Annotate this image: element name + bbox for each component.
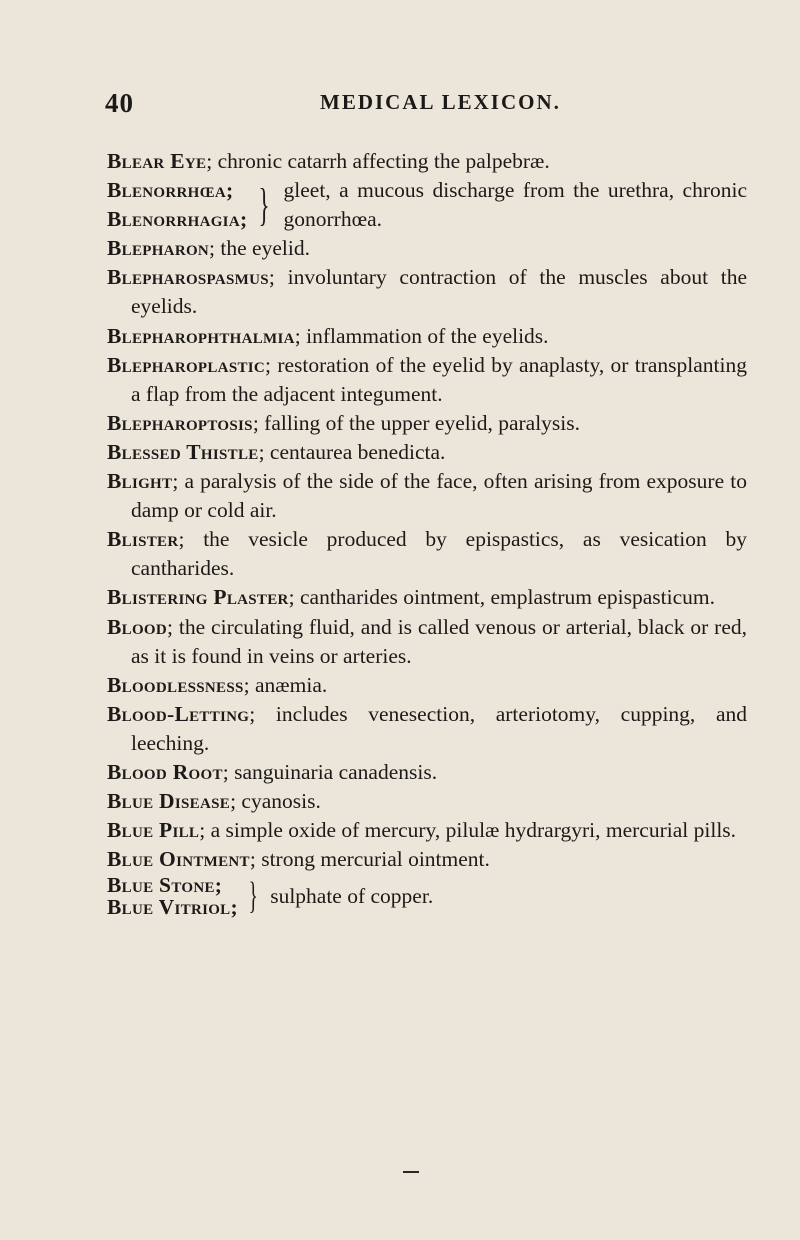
brace-glyph: } [248,875,258,918]
lexicon-entry-blue-ointment: Blue Ointment; strong mercurial ointment. [107,847,490,872]
entry-definition: includes venesection, arteriotomy, cupping, and leeching. [131,701,747,755]
entry-headword: Blue Stone; [107,873,223,898]
lexicon-entry-blepharoplastic: Blepharoplastic; restoration of the eyelid by anaplasty, or transplanting a flap from the adjacent integument. [107,352,747,406]
entry-headword: Blepharoplastic [107,352,266,377]
lexicon-entry-group-blue-stone [107,874,747,918]
entry-headword: Blood [107,614,168,639]
lexicon-entry-blister: Blister; the vesicle produced by epispastics, as vesication by cantharides. [107,527,747,581]
printer-dash-mark [403,1171,419,1173]
entry-headword: Blue Ointment [107,847,250,872]
entry-headword: Bloodlessness [107,672,244,697]
entry-headword: Blepharon [107,236,210,261]
page-number: 40 [105,88,134,118]
entry-headword: Blue Pill [107,818,200,843]
lexicon-entry-blood-letting: Blood-Letting; includes venesection, arteriotomy, cupping, and leeching. [107,701,747,755]
lexicon-entry-group-blenorrhoea [107,176,747,234]
entry-headword: Blight [107,469,173,494]
entry-headword: Blenorrhagia; [107,207,248,232]
entry-headword: Blistering Plaster [107,585,289,610]
lexicon-entry-blepharoptosis: Blepharoptosis; falling of the upper eyelid, paralysis. [107,410,581,435]
entry-definition: inflammation of the eyelids. [306,323,549,348]
entry-headword: Blepharospasmus [107,265,269,290]
lexicon-entry-blight: Blight; a paralysis of the side of the face, often arising from exposure to damp or cold air. [107,469,747,523]
lexicon-entry-blepharophthalmia: Blepharophthalmia; inflammation of the eyelids. [107,323,549,348]
entry-definition: the eyelid. [220,236,310,261]
lexicon-entry-blear-eye: Blear Eye; chronic catarrh affecting the palpebræ. [107,149,550,173]
running-head: MEDICAL LEXICON. [320,90,561,114]
entry-definition: restoration of the eyelid by anaplasty, or transplanting a flap from the adjacent integument. [131,352,747,406]
entry-definition: a paralysis of the side of the face, often arising from exposure to damp or cold air. [131,469,747,523]
entry-definition: cantharides ointment, emplastrum epispasticum. [300,585,715,610]
entry-definition: cyanosis. [241,789,321,814]
entry-headword: Blepharoptosis [107,410,253,435]
entry-definition: involuntary contraction of the muscles about the eyelids. [131,265,747,319]
entry-headword: Blue Disease [107,789,231,814]
lexicon-entries [107,147,747,918]
entry-headword: Blister [107,527,179,552]
lexicon-entry-bloodlessness: Bloodlessness; anæmia. [107,672,328,697]
entry-definition: the circulating fluid, and is called venous or arterial, black or red, as it is found in veins or arteries. [131,614,747,668]
lexicon-entry-blepharospasmus: Blepharospasmus; involuntary contraction of the muscles about the eyelids. [107,265,747,319]
page-header [105,88,735,118]
lexicon-entry-blepharon: Blepharon; the eyelid. [107,236,310,261]
entry-definition: strong mercurial ointment. [261,847,490,872]
lexicon-entry-blessed-thistle: Blessed Thistle; centaurea benedicta. [107,439,446,464]
entry-headword: Blepharophthalmia [107,323,295,348]
brace-glyph: } [258,179,270,231]
entry-definition: the vesicle produced by epispastics, as vesication by cantharides. [131,527,747,581]
entry-definition: chronic catarrh affecting the palpebræ. [217,149,550,173]
lexicon-entry-blistering-plaster: Blistering Plaster; cantharides ointment, emplastrum epispasticum. [107,585,715,610]
entry-headword: Blenorrhœa; [107,178,234,203]
entry-headword: Blessed Thistle [107,439,259,464]
group-headwords [107,176,247,234]
lexicon-entry-blue-disease: Blue Disease; cyanosis. [107,789,321,814]
entry-definition: sanguinaria canadensis. [234,759,438,784]
entry-headword: Blood Root [107,759,223,784]
entry-definition: sulphate of copper. [270,883,434,908]
entry-definition: gleet, a mucous discharge from the urethra, chronic gonorrhœa. [283,178,747,232]
group-headwords [107,874,238,918]
lexicon-entry-blood-root: Blood Root; sanguinaria canadensis. [107,759,438,784]
entry-headword: Blear Eye [107,149,207,173]
entry-definition: centaurea benedicta. [269,439,446,464]
entry-headword: Blood-Letting [107,701,250,726]
entry-definition: anæmia. [255,672,328,697]
entry-definition: falling of the upper eyelid, paralysis. [264,410,581,435]
lexicon-entry-blood: Blood; the circulating fluid, and is called venous or arterial, black or red, as it is found in veins or arteries. [107,614,747,668]
lexicon-entry-blue-pill: Blue Pill; a simple oxide of mercury, pilulæ hydrargyri, mercurial pills. [107,818,737,843]
entry-definition: a simple oxide of mercury, pilulæ hydrargyri, mercurial pills. [210,818,737,843]
entry-headword: Blue Vitriol; [107,895,238,920]
